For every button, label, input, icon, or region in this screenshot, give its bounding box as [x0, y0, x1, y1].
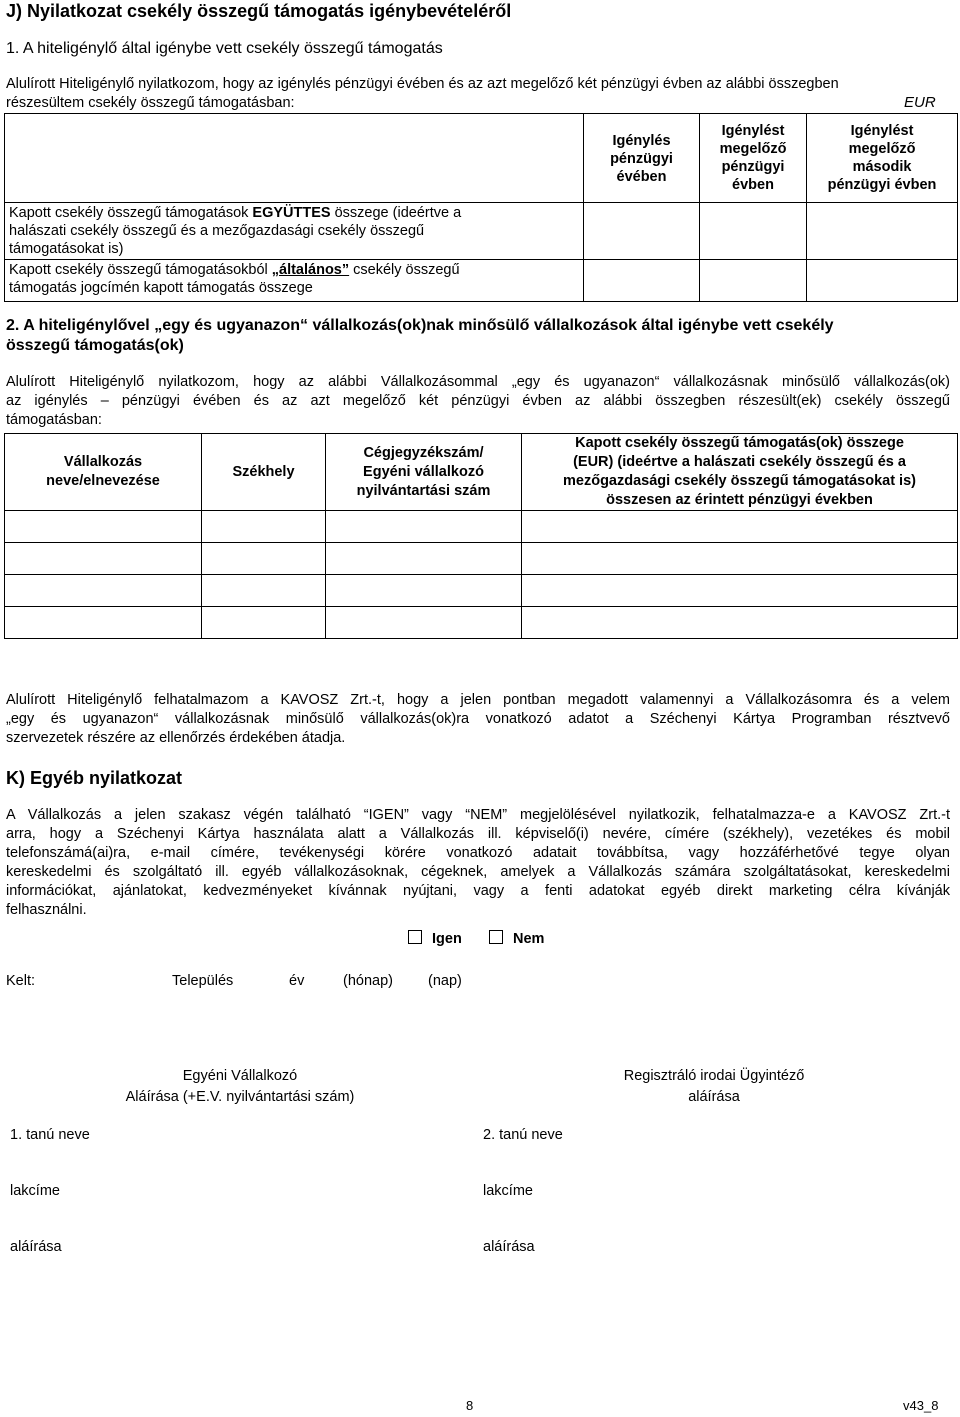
intro-text-1 [6, 75, 946, 113]
row-text-emphasis: EGYÜTTES [252, 205, 331, 221]
table-row [5, 575, 958, 607]
header-text: mezőgazdasági csekély összegű támogatásokat is) [563, 473, 916, 489]
nem-label: Nem [513, 931, 545, 947]
header-text: nyilvántartási szám [356, 482, 491, 499]
section-k-title: K) Egyéb nyilatkozat [6, 768, 183, 788]
subsection-1-title: 1. A hiteligénylő által igénybe vett csekély összegű támogatás [6, 40, 443, 57]
table2-cell-input[interactable] [522, 511, 958, 543]
table2-header-amount [522, 434, 958, 511]
signature-caption: aláírása [688, 1089, 740, 1105]
table1-cell-input[interactable] [700, 260, 807, 302]
witness2-name-label: 2. tanú neve [483, 1127, 563, 1143]
title-line: 2. A hiteligénylővel „egy és ugyanazon“ vállalkozás(ok)nak minősülő vállalkozások által igénybe vett csekély [6, 317, 834, 334]
table1-row-combined-label [5, 203, 584, 260]
igen-label: Igen [432, 931, 462, 947]
page-number: 8 [466, 1398, 474, 1413]
row-text: Kapott csekély összegű támogatások [9, 205, 253, 221]
header-text: összesen az érintett pénzügyi években [606, 492, 873, 508]
table-row [5, 511, 958, 543]
section-j-title: J) Nyilatkozat csekély összegű támogatás igénybevételéről [6, 1, 512, 21]
nap-label: (nap) [428, 973, 462, 989]
paragraph-line: „egy és ugyanazon“ vállalkozásnak minősülő vállalkozás(ok)ra vonatkozó adatot a Széchenyi Kártya Programban résztvevő [6, 711, 950, 727]
telepules-label: Település [172, 973, 234, 989]
honap-label: (hónap) [343, 973, 393, 989]
header-text: Igénylés [612, 133, 671, 149]
authorization-text [6, 691, 950, 748]
table2-cell-input[interactable] [5, 607, 202, 639]
paragraph-line: arra, hogy a Széchenyi Kártya használata alatt a Vállalkozás ill. képviselő(i) nevére, címére (székhely), vezetékes és mobil [6, 826, 950, 842]
table2-cell-input[interactable] [202, 575, 326, 607]
subsection-2-title [6, 316, 954, 356]
table1-header-prev-year [700, 114, 807, 203]
witness1-address-label: lakcíme [10, 1183, 60, 1199]
title-line: összegű támogatás(ok) [6, 337, 184, 354]
table2-cell-input[interactable] [202, 607, 326, 639]
table2-header-regnum [326, 434, 522, 511]
table2-cell-input[interactable] [522, 607, 958, 639]
header-text: Cégjegyzékszám/ [363, 444, 484, 461]
ev-label: év [289, 973, 305, 989]
table2-cell-input[interactable] [5, 543, 202, 575]
nem-checkbox[interactable] [489, 930, 503, 944]
witness1-name-label: 1. tanú neve [10, 1127, 90, 1143]
header-text: Vállalkozás [63, 454, 143, 470]
table2-cell-input[interactable] [326, 511, 522, 543]
table-own-support [4, 113, 958, 302]
signature-caption: Aláírása (+E.V. nyilvántartási szám) [125, 1089, 355, 1105]
row-text: összege (ideértve a [330, 205, 462, 221]
igen-option[interactable] [408, 930, 462, 947]
table1-row-general-label [5, 260, 584, 302]
row-text: támogatásokat is) [9, 241, 124, 257]
header-text: Igénylést [721, 123, 785, 139]
intro-text-2 [6, 373, 950, 430]
header-text: pénzügyi évben [827, 177, 937, 193]
table2-cell-input[interactable] [5, 511, 202, 543]
section-k-paragraph [6, 806, 950, 920]
paragraph-line: információkat, ajánlatokat, kedvezményeket kívánnak nyújtani, vagy a fenti adatokat egyéb direkt marketing célra kívánják [6, 883, 950, 899]
table2-cell-input[interactable] [522, 543, 958, 575]
table2-cell-input[interactable] [326, 575, 522, 607]
table-related-enterprises [4, 433, 958, 639]
signature-entrepreneur [80, 1066, 400, 1108]
signature-caption: Egyéni Vállalkozó [182, 1068, 298, 1084]
header-text: neve/elnevezése [46, 473, 160, 489]
intro-line: az igénylés – pénzügyi évében és az azt megelőző két pénzügyi évben az alábbi összegben részesült(ek) csekély összegű [6, 393, 950, 409]
header-text: pénzügyi [610, 151, 673, 167]
intro-line: részesültem csekély összegű támogatásban: [6, 95, 295, 111]
header-text: megelőző [848, 141, 916, 157]
table1-cell-input[interactable] [584, 203, 700, 260]
table1-header-current-year [584, 114, 700, 203]
header-text: pénzügyi [721, 159, 785, 175]
table1-cell-input[interactable] [807, 260, 958, 302]
row-text: halászati csekély összegű és a mezőgazdasági csekély összegű [9, 223, 425, 239]
header-text: Igénylést [850, 123, 914, 139]
table2-header-seat [202, 434, 326, 511]
paragraph-line: A Vállalkozás a jelen szakasz végén található “IGEN” vagy “NEM” megjelölésével nyilatkozik, felhatalmazza-e a KAVOSZ Zrt.-t [6, 807, 950, 823]
header-text: Kapott csekély összegű támogatás(ok) összege [575, 435, 904, 451]
header-text: (EUR) (ideértve a halászati csekély összegű és a [573, 454, 906, 470]
row-text: Kapott csekély összegű támogatásokból [9, 262, 272, 278]
igen-checkbox[interactable] [408, 930, 422, 944]
table1-empty-header [5, 114, 584, 203]
table-row [5, 607, 958, 639]
paragraph-line: Alulírott Hiteligénylő felhatalmazom a KAVOSZ Zrt.-t, hogy a jelen pontban megadott valamennyi a Vállalkozásomra és a velem [6, 692, 950, 708]
table-row [5, 543, 958, 575]
table2-cell-input[interactable] [5, 575, 202, 607]
signature-caption: Regisztráló irodai Ügyintéző [623, 1068, 805, 1084]
header-text: Székhely [232, 464, 295, 480]
paragraph-line: telefonszámá(ai)ra, e-mail címére, tevékenységi körére vonatkozó adatait továbbítsa, vagy hozzáférhetővé tegye olyan [6, 845, 950, 861]
paragraph-line: felhasználni. [6, 902, 87, 918]
table1-cell-input[interactable] [584, 260, 700, 302]
kelt-label: Kelt: [6, 973, 36, 989]
signature-officer [584, 1066, 844, 1108]
witness2-address-label: lakcíme [483, 1183, 533, 1199]
table2-cell-input[interactable] [326, 607, 522, 639]
intro-line: Alulírott Hiteligénylő nyilatkozom, hogy az alábbi Vállalkozásommal „egy és ugyanazon“ vállalkozásnak minősülő vállalkozás(ok) [6, 374, 950, 390]
table2-cell-input[interactable] [326, 543, 522, 575]
intro-line: Alulírott Hiteligénylő nyilatkozom, hogy az igénylés pénzügyi évében és az azt megelőző két pénzügyi évben az alábbi összegben [6, 76, 839, 92]
header-text: Egyéni vállalkozó [363, 463, 484, 480]
nem-option[interactable] [489, 930, 544, 947]
witness2-signature-label: aláírása [483, 1239, 535, 1255]
version-label: v43_8 [903, 1398, 939, 1413]
currency-label: EUR [904, 94, 936, 111]
header-text: második [852, 159, 912, 175]
row-text-emphasis: „általános” [271, 262, 350, 278]
header-text: évben [732, 177, 774, 193]
table2-header-name [5, 434, 202, 511]
table2-cell-input[interactable] [202, 543, 326, 575]
table2-cell-input[interactable] [522, 575, 958, 607]
table1-header-second-prev-year [807, 114, 958, 203]
witness1-signature-label: aláírása [10, 1239, 62, 1255]
intro-line: támogatásban: [6, 412, 102, 428]
header-text: megelőző [719, 141, 787, 157]
table1-cell-input[interactable] [807, 203, 958, 260]
paragraph-line: kereskedelmi és szolgáltató ill. egyéb vállalkozásoknak, cégeknek, amelyek a Vállalkozás számára szolgáltatásokat, kereskedelmi [6, 864, 950, 880]
row-text: csekély összegű [349, 262, 460, 278]
table2-cell-input[interactable] [202, 511, 326, 543]
table1-cell-input[interactable] [700, 203, 807, 260]
paragraph-line: szervezetek részére az ellenőrzés érdekében átadja. [6, 730, 346, 746]
row-text: támogatás jogcímén kapott támogatás összege [9, 280, 313, 296]
header-text: évében [616, 169, 667, 185]
